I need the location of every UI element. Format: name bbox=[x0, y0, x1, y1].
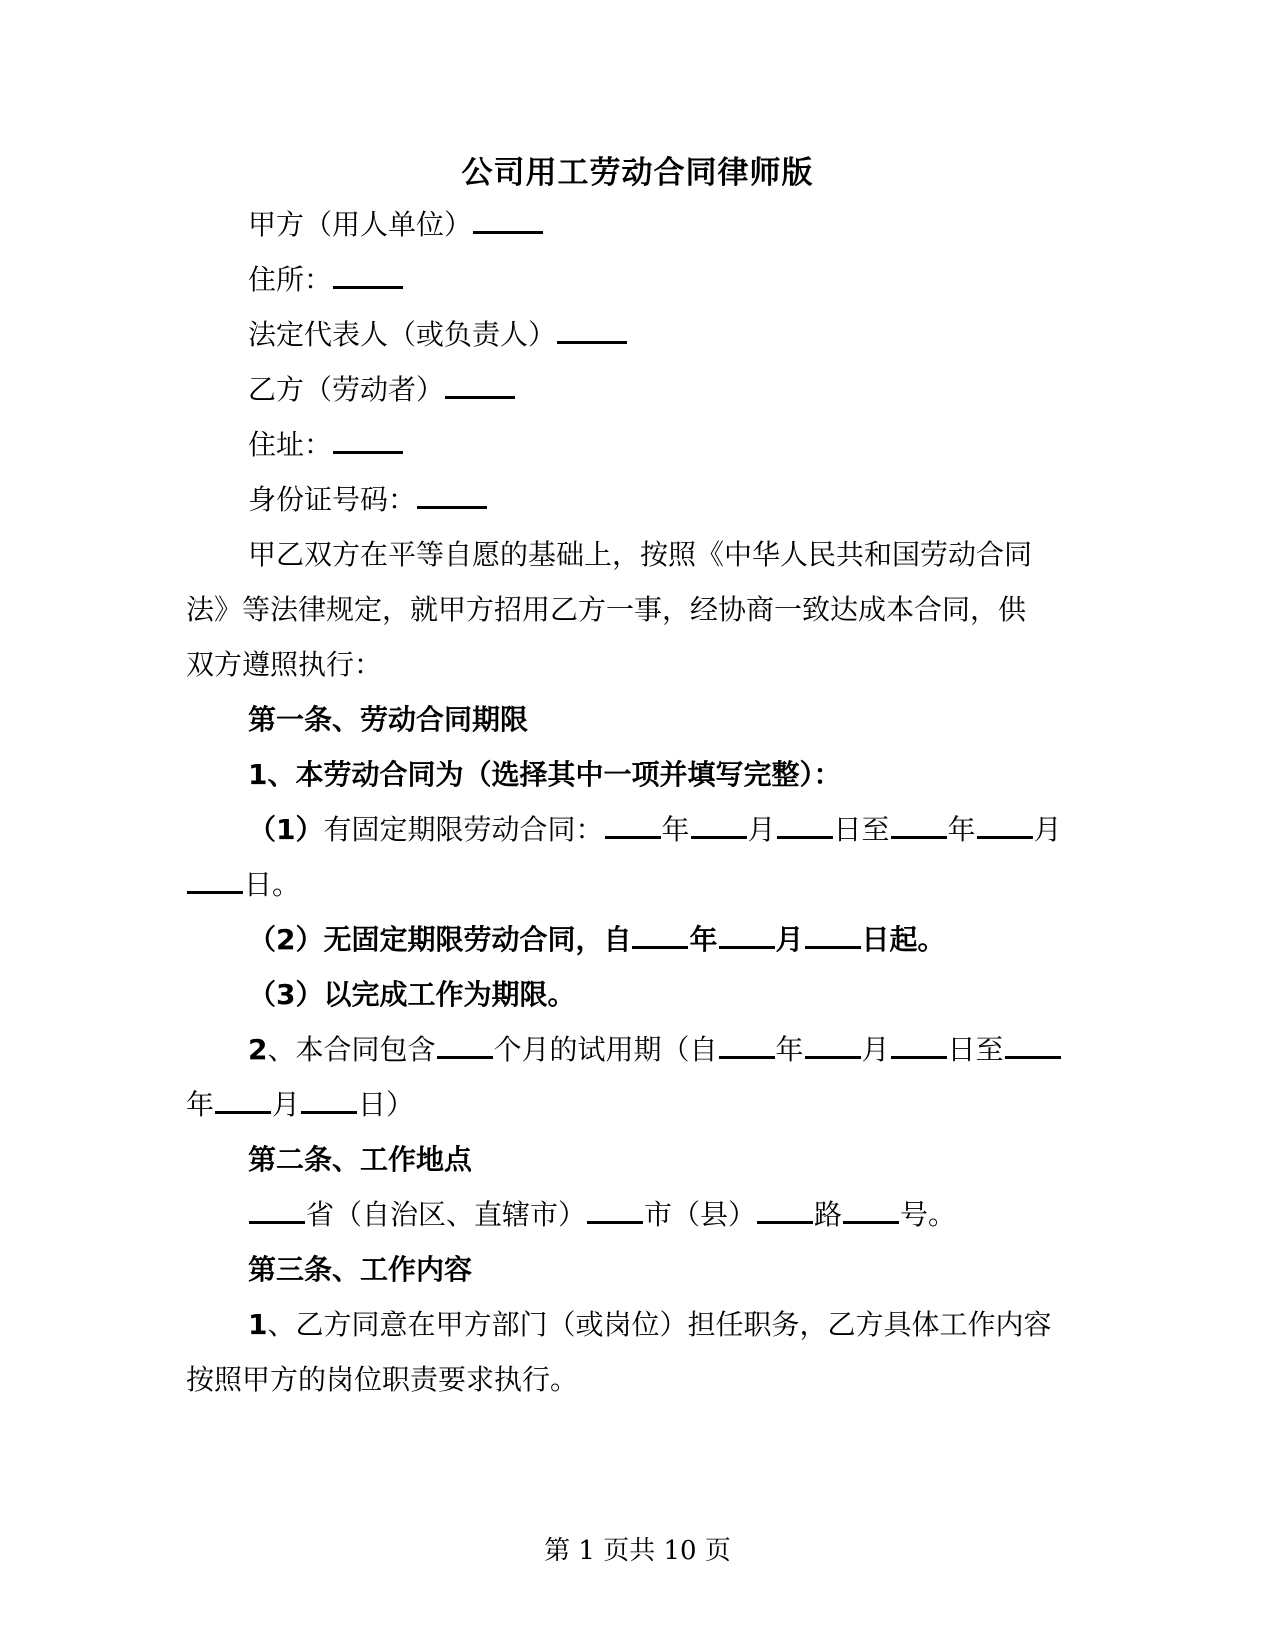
day-to-word: 日至 bbox=[833, 813, 890, 846]
road-blank[interactable] bbox=[757, 1199, 813, 1224]
number-blank[interactable] bbox=[843, 1199, 899, 1224]
party-b-blank[interactable] bbox=[445, 374, 515, 399]
duty-line-1 bbox=[248, 1305, 1052, 1345]
document-title: 公司用工劳动合同律师版 bbox=[461, 155, 814, 191]
duty-text-1: 、乙方同意在甲方部门（或岗位）担任职务，乙方具体工作内容 bbox=[267, 1308, 1052, 1341]
year-word: 年 bbox=[947, 813, 976, 846]
option-1-text: 有固定期限劳动合同： bbox=[323, 813, 604, 846]
probation-number: 2 bbox=[248, 1033, 268, 1066]
day-to-word: 日至 bbox=[947, 1033, 1004, 1066]
day-end-word: 日。 bbox=[244, 868, 301, 901]
probation-start-month-blank[interactable] bbox=[805, 1034, 861, 1059]
article-1-item-1: 1、本劳动合同为（选择其中一项并填写完整）： bbox=[248, 758, 842, 791]
end-day-blank[interactable] bbox=[187, 869, 243, 894]
address-blank[interactable] bbox=[333, 429, 403, 454]
residence-label: 住所： bbox=[248, 263, 333, 296]
id-number-line bbox=[248, 480, 488, 520]
page-footer: 第 1 页共 10 页 bbox=[544, 1536, 731, 1566]
city-word: 市（县） bbox=[644, 1198, 757, 1231]
month-word: 月 bbox=[272, 1088, 301, 1121]
probation-start-day-blank[interactable] bbox=[891, 1034, 947, 1059]
year-word: 年 bbox=[661, 813, 690, 846]
start-month-blank[interactable] bbox=[691, 814, 747, 839]
probation-end-year-blank[interactable] bbox=[1005, 1034, 1061, 1059]
residence-blank[interactable] bbox=[333, 264, 403, 289]
open-day-blank[interactable] bbox=[805, 924, 861, 949]
city-blank[interactable] bbox=[587, 1199, 643, 1224]
legal-rep-line bbox=[248, 315, 628, 355]
end-year-blank[interactable] bbox=[891, 814, 947, 839]
party-a-label: 甲方（用人单位） bbox=[248, 208, 473, 241]
month-word: 月 bbox=[747, 813, 776, 846]
province-word: 省（自治区、直辖市） bbox=[306, 1198, 587, 1231]
residence-line bbox=[248, 260, 404, 300]
end-month-blank[interactable] bbox=[977, 814, 1033, 839]
legal-rep-label: 法定代表人（或负责人） bbox=[248, 318, 557, 351]
year-word: 年 bbox=[775, 1033, 804, 1066]
duty-number: 1 bbox=[248, 1308, 268, 1341]
year-word: 年 bbox=[689, 923, 718, 956]
probation-text-a: 、本合同包含 bbox=[267, 1033, 436, 1066]
open-year-blank[interactable] bbox=[632, 924, 688, 949]
day-close-word: 日） bbox=[358, 1088, 415, 1121]
open-month-blank[interactable] bbox=[719, 924, 775, 949]
preamble-line-1: 甲乙双方在平等自愿的基础上，按照《中华人民共和国劳动合同 bbox=[248, 538, 1033, 571]
preamble-line-3: 双方遵照执行： bbox=[186, 648, 383, 681]
probation-start-year-blank[interactable] bbox=[719, 1034, 775, 1059]
year-word: 年 bbox=[186, 1088, 215, 1121]
preamble-line-2: 法》等法律规定，就甲方招用乙方一事，经协商一致达成本合同，供 bbox=[186, 593, 1027, 626]
probation-continuation bbox=[186, 1085, 414, 1125]
address-label: 住址： bbox=[248, 428, 333, 461]
probation-line bbox=[248, 1030, 1062, 1070]
id-number-blank[interactable] bbox=[417, 484, 487, 509]
legal-rep-blank[interactable] bbox=[557, 319, 627, 344]
month-word: 月 bbox=[861, 1033, 890, 1066]
start-year-blank[interactable] bbox=[605, 814, 661, 839]
address-line bbox=[248, 425, 404, 465]
option-1-line bbox=[248, 810, 1062, 850]
article-1-heading: 第一条、劳动合同期限 bbox=[248, 703, 529, 736]
day-from-word: 日起。 bbox=[861, 923, 946, 956]
road-word: 路 bbox=[814, 1198, 843, 1231]
number-word: 号。 bbox=[900, 1198, 957, 1231]
month-word: 月 bbox=[1033, 813, 1062, 846]
article-2-heading: 第二条、工作地点 bbox=[248, 1143, 473, 1176]
province-blank[interactable] bbox=[249, 1199, 305, 1224]
duty-line-2: 按照甲方的岗位职责要求执行。 bbox=[186, 1363, 579, 1396]
party-a-blank[interactable] bbox=[473, 209, 543, 234]
probation-text-b: 个月的试用期（自 bbox=[493, 1033, 718, 1066]
probation-end-day-blank[interactable] bbox=[301, 1089, 357, 1114]
option-3-line: （3）以完成工作为期限。 bbox=[248, 978, 576, 1011]
article-3-heading: 第三条、工作内容 bbox=[248, 1253, 473, 1286]
probation-months-blank[interactable] bbox=[437, 1034, 493, 1059]
option-2-text: （2）无固定期限劳动合同，自 bbox=[248, 923, 632, 956]
party-b-line bbox=[248, 370, 516, 410]
option-1-label: （1） bbox=[248, 813, 324, 846]
party-b-label: 乙方（劳动者） bbox=[248, 373, 445, 406]
party-a-line bbox=[248, 205, 544, 245]
id-number-label: 身份证号码： bbox=[248, 483, 417, 516]
work-location-line bbox=[248, 1195, 956, 1235]
month-word: 月 bbox=[775, 923, 804, 956]
probation-end-month-blank[interactable] bbox=[215, 1089, 271, 1114]
option-2-line bbox=[248, 920, 946, 960]
option-1-continuation bbox=[186, 865, 300, 905]
start-day-blank[interactable] bbox=[777, 814, 833, 839]
